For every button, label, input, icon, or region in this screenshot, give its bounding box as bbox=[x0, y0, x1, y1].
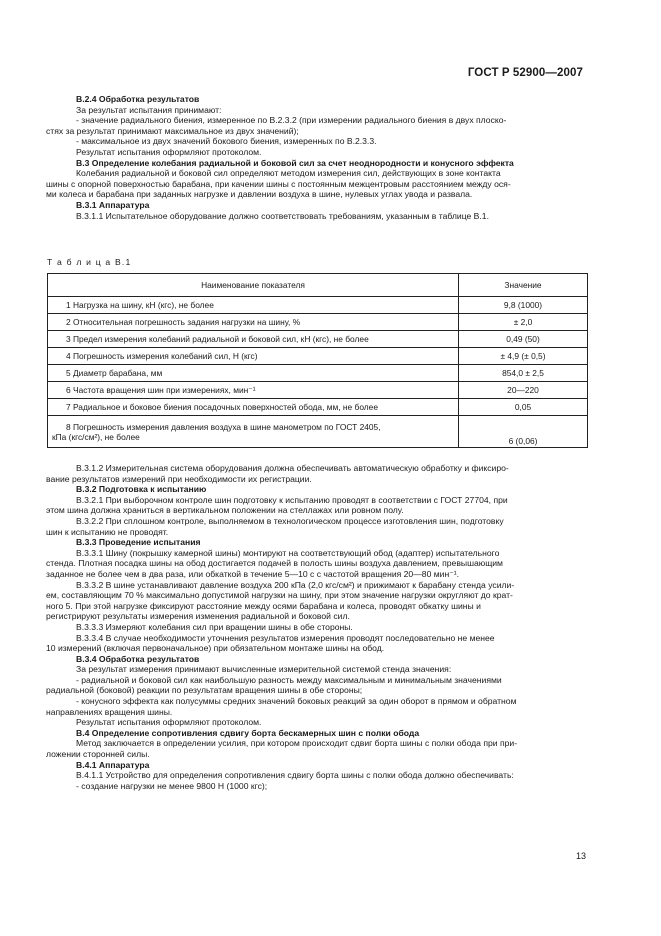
bottom-paragraph-19: За результат измерения принимают вычисленные измерительной системой стенда значения: bbox=[76, 664, 452, 675]
table-row bbox=[48, 382, 588, 399]
top-paragraph-5: Результат испытания оформляют протоколом. bbox=[76, 146, 262, 157]
bottom-paragraph-6: шин к испытанию не проводят. bbox=[46, 526, 169, 537]
bottom-paragraph-20: - радиальной и боковой сил как наибольшую разность между максимальным и минимальным значениями bbox=[76, 674, 502, 685]
table-header-row bbox=[48, 274, 588, 297]
bottom-paragraph-17: 10 измерений (включая первоначальное) при обязательном монтаже шины на обод. bbox=[46, 643, 385, 654]
table-row bbox=[48, 365, 588, 382]
table-row bbox=[48, 416, 588, 448]
table-cell-name: 1 Нагрузка на шину, кН (кгс), не более bbox=[48, 297, 459, 314]
top-paragraph-2: - значение радиального биения, измеренное по B.2.3.2 (при измерении радиального биения в двух плоско- bbox=[76, 115, 507, 126]
bottom-paragraph-30: - создание нагрузки не менее 9800 Н (1000 кгс); bbox=[76, 780, 268, 791]
table-row bbox=[48, 314, 588, 331]
table-cell-name-line1: 8 Погрешность измерения давления воздуха в шине манометром по ГОСТ 2405, bbox=[66, 421, 381, 432]
table-body bbox=[48, 297, 588, 448]
bottom-paragraph-15: B.3.3.3 Измеряют колебания сил при вращении шины в обе стороны. bbox=[76, 621, 353, 632]
table-cell-value: 20—220 bbox=[459, 382, 588, 399]
document-header: ГОСТ Р 52900—2007 bbox=[467, 67, 583, 79]
table-cell-value: ± 2,0 bbox=[459, 314, 588, 331]
top-paragraph-11: B.3.1.1 Испытательное оборудование должно соответствовать требованиям, указанным в таблице B.1. bbox=[76, 210, 489, 221]
table-cell-value: 9,8 (1000) bbox=[459, 297, 588, 314]
bottom-paragraph-29: B.4.1.1 Устройство для определения сопротивления сдвигу борта шины с полки обода должно обеспечивать: bbox=[76, 770, 514, 781]
data-table bbox=[47, 273, 588, 448]
table-cell-name bbox=[48, 416, 459, 448]
bottom-paragraph-27: ложении сторонней силы. bbox=[46, 749, 150, 760]
bottom-paragraph-0: B.3.1.2 Измерительная система оборудования должна обеспечивать автоматическую обработку и фиксиро- bbox=[76, 463, 509, 473]
bottom-paragraph-13: ного 5. При этой нагрузке фиксируют расстояние между осями барабана и колеса, проводят обкатку шины и bbox=[46, 600, 481, 611]
bottom-paragraph-12: ем, составляющим 70 % максимально допустимой нагрузки на шину, при этом значение нагрузки округляют до крат- bbox=[46, 590, 513, 601]
table-row bbox=[48, 331, 588, 348]
bottom-paragraph-4: этом шина должна храниться в вертикальном положении на стеллажах или ровном полу. bbox=[46, 505, 404, 516]
bottom-paragraph-26: Метод заключается в определении усилия, при котором происходит сдвиг борта шины с полки обода при при- bbox=[76, 738, 518, 749]
top-paragraph-6: B.3 Определение колебания радиальной и боковой сил за счет неоднородности и конусного эффекта bbox=[76, 157, 514, 168]
bottom-paragraph-2: B.3.2 Подготовка к испытанию bbox=[76, 484, 207, 495]
table-cell-name: 4 Погрешность измерения колебаний сил, Н (кгс) bbox=[48, 348, 459, 365]
top-paragraph-0: B.2.4 Обработка результатов bbox=[76, 94, 200, 104]
table-header-value: Значение bbox=[459, 274, 588, 297]
table-row bbox=[48, 399, 588, 416]
top-paragraph-1: За результат испытания принимают: bbox=[76, 104, 222, 115]
bottom-paragraph-14: регистрируют результаты измерения изменения радиальной и боковой сил. bbox=[46, 611, 350, 622]
table-cell-name-line2: кПа (кгс/см²), не более bbox=[52, 431, 140, 442]
bottom-paragraph-11: B.3.3.2 В шине устанавливают давление воздуха 200 кПа (2,0 кгс/см²) и прижимают к барабану стенда усили- bbox=[76, 579, 515, 590]
bottom-paragraph-28: B.4.1 Аппаратура bbox=[76, 759, 150, 770]
bottom-paragraph-21: радиальной (боковой) реакции по результатам вращения шины в обе стороны; bbox=[46, 685, 363, 696]
bottom-paragraph-24: Результат испытания оформляют протоколом. bbox=[76, 717, 262, 728]
table-caption: Т а б л и ц а B.1 bbox=[47, 257, 132, 267]
bottom-paragraph-10: заданное не более чем в два раза, или обкаткой в течение 5—10 с с частотой вращения 20—80 мин⁻¹. bbox=[46, 568, 459, 579]
top-paragraph-4: - максимальное из двух значений бокового биения, измеренных по B.2.3.3. bbox=[76, 136, 377, 147]
table-row bbox=[48, 297, 588, 314]
table-row bbox=[48, 348, 588, 365]
table-cell-name: 7 Радиальное и боковое биения посадочных поверхностей обода, мм, не более bbox=[48, 399, 459, 416]
table-cell-value: ± 4,9 (± 0,5) bbox=[459, 348, 588, 365]
bottom-paragraph-16: B.3.3.4 В случае необходимости уточнения результатов измерения проводят последовательно не менее bbox=[76, 632, 495, 643]
top-paragraph-7: Колебания радиальной и боковой сил определяют методом измерения сил, действующих в зоне контакта bbox=[76, 168, 501, 179]
table-cell-value: 0,49 (50) bbox=[459, 331, 588, 348]
bottom-paragraph-22: - конусного эффекта как полусуммы средних значений боковых реакций за один оборот в прямом и обратном bbox=[76, 696, 517, 707]
bottom-paragraph-18: B.3.4 Обработка результатов bbox=[76, 653, 200, 664]
bottom-paragraph-23: направлениях вращения шины. bbox=[46, 706, 173, 717]
table-cell-name: 3 Предел измерения колебаний радиальной и боковой сил, кН (кгс), не более bbox=[48, 331, 459, 348]
table-cell-value: 6 (0,06) bbox=[459, 416, 588, 448]
top-paragraph-9: ми колеса и барабана при заданных нагрузке и давлении воздуха в шине, нулевых углах увода и развала. bbox=[46, 189, 473, 200]
table-cell-value: 854,0 ± 2,5 bbox=[459, 365, 588, 382]
bottom-paragraph-3: B.3.2.1 При выборочном контроле шин подготовку к испытанию проводят в соответствии с ГОСТ 27704, при bbox=[76, 494, 508, 505]
top-text-block bbox=[46, 94, 586, 221]
bottom-paragraph-7: B.3.3 Проведение испытания bbox=[76, 537, 201, 548]
top-paragraph-3: стях за результат принимают максимальное из двух значений); bbox=[46, 125, 299, 136]
page-number: 13 bbox=[575, 851, 586, 861]
bottom-paragraph-8: B.3.3.1 Шину (покрышку камерной шины) монтируют на соответствующий обод (адаптер) испытательного bbox=[76, 547, 500, 558]
bottom-text-block bbox=[46, 463, 586, 791]
bottom-paragraph-25: B.4 Определение сопротивления сдвигу борта бескамерных шин с полки обода bbox=[76, 727, 420, 738]
table-cell-name: 2 Относительная погрешность задания нагрузки на шину, % bbox=[48, 314, 459, 331]
bottom-paragraph-5: B.3.2.2 При сплошном контроле, выполняемом в технологическом процессе изготовления шин, подготовку bbox=[76, 515, 504, 526]
bottom-paragraph-1: вание результатов измерений при необходимости их регистрации. bbox=[46, 473, 312, 484]
top-paragraph-8: шины с опорной поверхностью барабана, при качении шины с постоянным межцентровым расстоянием между ося- bbox=[46, 178, 511, 189]
table-header-name: Наименование показателя bbox=[48, 274, 459, 297]
bottom-paragraph-9: стенда. Плотная посадка шины на обод достигается подачей в полость шины воздуха давлением, превышающим bbox=[46, 558, 503, 569]
table-cell-name: 6 Частота вращения шин при измерениях, мин⁻¹ bbox=[48, 382, 459, 399]
table-cell-name: 5 Диаметр барабана, мм bbox=[48, 365, 459, 382]
table-cell-value: 0,05 bbox=[459, 399, 588, 416]
top-paragraph-10: B.3.1 Аппаратура bbox=[76, 199, 150, 210]
